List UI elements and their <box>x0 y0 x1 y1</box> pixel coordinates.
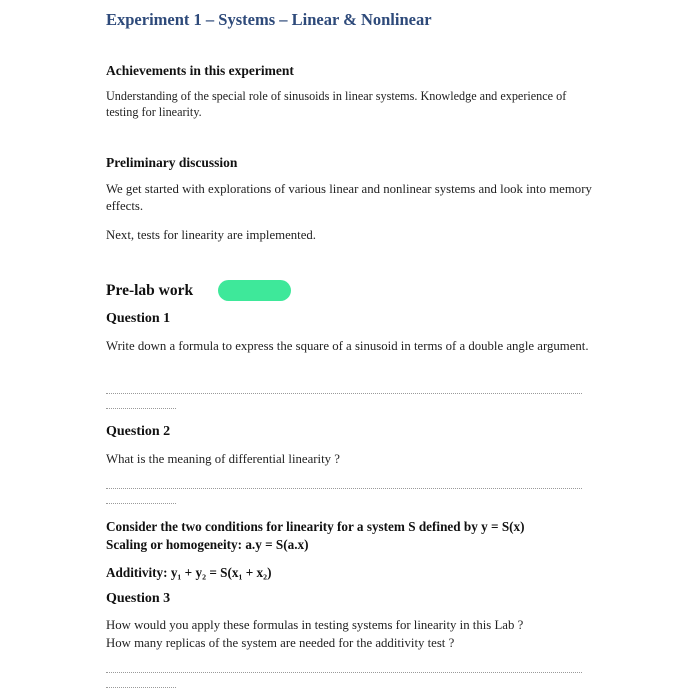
condition-additivity: Additivity: y₁ + y₂ = S(x₁ + x₂) <box>106 565 272 580</box>
answer-line-2a <box>106 488 582 489</box>
highlight-marker <box>218 280 291 301</box>
preliminary-paragraph-2: Next, tests for linearity are implemented. <box>106 228 317 242</box>
question-1-text: Write down a formula to express the square of a sinusoid in terms of a double angle argument. <box>106 339 589 353</box>
answer-line-1b <box>106 408 176 409</box>
prelab-heading: Pre-lab work <box>106 282 194 299</box>
conditions-intro: Consider the two conditions for linearity for a system S defined by y = S(x) <box>106 519 525 534</box>
condition-scaling: Scaling or homogeneity: a.y = S(a.x) <box>106 537 309 552</box>
answer-line-3a <box>106 672 582 673</box>
answer-line-2b <box>106 503 176 504</box>
page-title: Experiment 1 – Systems – Linear & Nonlinear <box>106 10 432 29</box>
question-3-heading: Question 3 <box>106 591 171 606</box>
question-3-line-2: How many replicas of the system are needed for the additivity test ? <box>106 636 455 650</box>
achievements-text: Understanding of the special role of sinusoids in linear systems. Knowledge and experience of testing for linearity. <box>106 89 567 119</box>
answer-line-3b <box>106 687 176 688</box>
preliminary-heading: Preliminary discussion <box>106 155 238 170</box>
question-3-line-1: How would you apply these formulas in testing systems for linearity in this Lab ? <box>106 618 524 632</box>
achievements-heading: Achievements in this experiment <box>106 63 294 78</box>
answer-line-1a <box>106 393 582 394</box>
question-2-text: What is the meaning of differential linearity ? <box>106 452 340 466</box>
preliminary-paragraph-1: We get started with explorations of various linear and nonlinear systems and look into memory effects. <box>106 182 592 213</box>
question-1-heading: Question 1 <box>106 311 171 326</box>
question-2-heading: Question 2 <box>106 424 171 439</box>
